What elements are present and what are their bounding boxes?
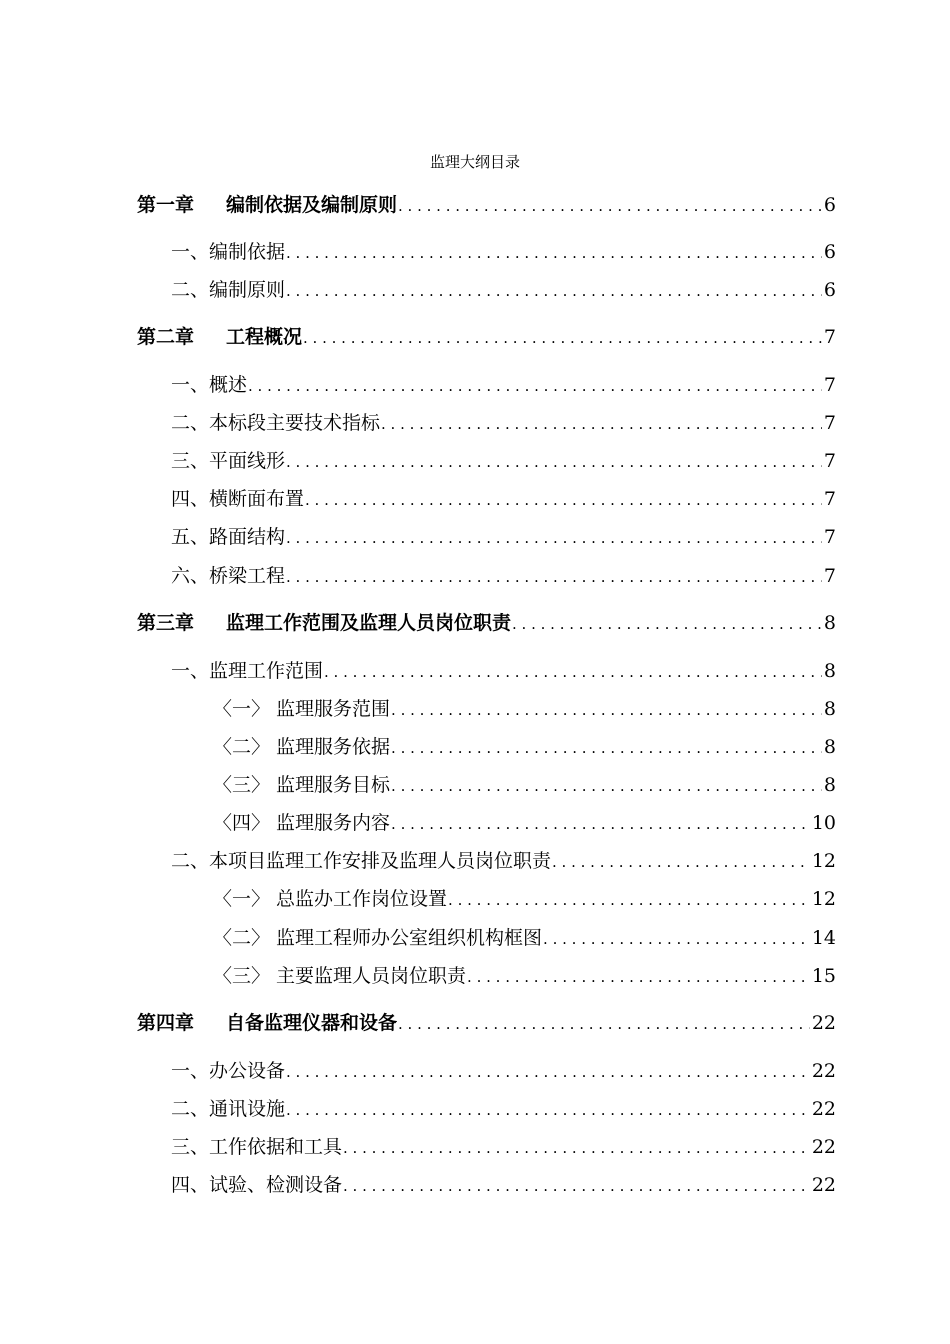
dot-leader — [286, 276, 822, 305]
dot-leader — [391, 771, 822, 800]
page-number: 12 — [811, 888, 836, 910]
toc-entry-label — [137, 191, 397, 219]
dot-leader — [324, 657, 822, 686]
toc-entry-label — [137, 323, 302, 351]
toc-chapter-3[interactable] — [137, 609, 836, 637]
page-number: 7 — [823, 326, 836, 348]
dot-leader — [512, 609, 822, 638]
toc-section[interactable] — [171, 1095, 836, 1123]
dot-leader — [391, 695, 822, 724]
toc-section[interactable] — [171, 847, 836, 875]
toc-subsection[interactable] — [213, 962, 836, 990]
chapter-number: 第三章 — [137, 612, 195, 634]
dot-leader — [391, 809, 810, 838]
toc-subsection[interactable] — [213, 733, 836, 761]
chapter-title: 编制依据及编制原则 — [226, 194, 398, 216]
page-number: 6 — [823, 241, 836, 263]
toc-section[interactable] — [171, 1133, 836, 1161]
dot-leader — [286, 1095, 810, 1124]
dot-leader — [286, 523, 822, 552]
toc-entry-label — [137, 1009, 397, 1037]
page-number: 8 — [823, 774, 836, 796]
section-title: 四、试验、检测设备 — [171, 1174, 343, 1196]
toc-subsection[interactable] — [213, 695, 836, 723]
toc-section[interactable] — [171, 371, 836, 399]
toc-section[interactable] — [171, 409, 836, 437]
section-title: 二、通讯设施 — [171, 1098, 286, 1120]
page-number: 12 — [811, 850, 836, 872]
toc-subsection[interactable] — [213, 809, 836, 837]
dot-leader — [248, 371, 822, 400]
chapter-number: 第二章 — [137, 326, 195, 348]
dot-leader — [467, 962, 810, 991]
section-title: 三、工作依据和工具 — [171, 1136, 343, 1158]
page-number: 6 — [823, 194, 836, 216]
page-number: 7 — [823, 565, 836, 587]
dot-leader — [286, 447, 822, 476]
toc-subsection[interactable] — [213, 771, 836, 799]
page-number: 7 — [823, 450, 836, 472]
toc-entry-label — [137, 609, 511, 637]
toc-section[interactable] — [171, 238, 836, 266]
page-number: 7 — [823, 412, 836, 434]
toc-section[interactable] — [171, 485, 836, 513]
section-title: 五、路面结构 — [171, 526, 286, 548]
page-number: 22 — [811, 1012, 836, 1034]
dot-leader — [286, 1057, 810, 1086]
subsection-title: 〈三〉 主要监理人员岗位职责 — [213, 965, 467, 987]
page-number: 8 — [823, 698, 836, 720]
page-number: 10 — [811, 812, 836, 834]
dot-leader — [398, 191, 822, 220]
toc-subsection[interactable] — [213, 885, 836, 913]
section-title: 六、桥梁工程 — [171, 565, 286, 587]
chapter-title: 自备监理仪器和设备 — [226, 1012, 398, 1034]
dot-leader — [543, 924, 810, 953]
dot-leader — [391, 733, 822, 762]
dot-leader — [286, 562, 822, 591]
page-number: 8 — [823, 660, 836, 682]
page-number: 15 — [811, 965, 836, 987]
toc-section[interactable] — [171, 1171, 836, 1199]
section-title: 一、编制依据 — [171, 241, 286, 263]
toc-chapter-4[interactable] — [137, 1009, 836, 1037]
chapter-number: 第四章 — [137, 1012, 195, 1034]
chapter-title: 工程概况 — [226, 326, 303, 348]
toc-subsection[interactable] — [213, 924, 836, 952]
chapter-title: 监理工作范围及监理人员岗位职责 — [226, 612, 512, 634]
page-number: 7 — [823, 374, 836, 396]
document-title: 监理大纲目录 — [429, 153, 520, 171]
page-number: 22 — [811, 1098, 836, 1120]
subsection-title: 〈三〉 监理服务目标 — [213, 774, 391, 796]
chapter-number: 第一章 — [137, 194, 195, 216]
dot-leader — [343, 1133, 810, 1162]
section-title: 三、平面线形 — [171, 450, 286, 472]
page-number: 22 — [811, 1136, 836, 1158]
page-number: 8 — [823, 736, 836, 758]
page-number: 22 — [811, 1174, 836, 1196]
section-title: 一、办公设备 — [171, 1060, 286, 1082]
section-title: 二、编制原则 — [171, 279, 286, 301]
dot-leader — [552, 847, 810, 876]
subsection-title: 〈四〉 监理服务内容 — [213, 812, 391, 834]
subsection-title: 〈一〉 总监办工作岗位设置 — [213, 888, 448, 910]
section-title: 四、横断面布置 — [171, 488, 305, 510]
toc-section[interactable] — [171, 447, 836, 475]
section-title: 二、本项目监理工作安排及监理人员岗位职责 — [171, 850, 552, 872]
page-number: 22 — [811, 1060, 836, 1082]
subsection-title: 〈二〉 监理服务依据 — [213, 736, 391, 758]
section-title: 一、概述 — [171, 374, 248, 396]
toc-section[interactable] — [171, 562, 836, 590]
dot-leader — [286, 238, 822, 267]
toc-chapter-1[interactable] — [137, 191, 836, 219]
dot-leader — [305, 485, 822, 514]
toc-section[interactable] — [171, 523, 836, 551]
dot-leader — [343, 1171, 810, 1200]
toc-section[interactable] — [171, 276, 836, 304]
page-number: 6 — [823, 279, 836, 301]
page-number: 7 — [823, 526, 836, 548]
dot-leader — [448, 885, 810, 914]
dot-leader — [398, 1009, 810, 1038]
subsection-title: 〈二〉 监理工程师办公室组织机构框图 — [213, 927, 543, 949]
page-number: 8 — [823, 612, 836, 634]
toc-section[interactable] — [171, 1057, 836, 1085]
section-title: 一、监理工作范围 — [171, 660, 324, 682]
dot-leader — [381, 409, 822, 438]
toc-chapter-2[interactable] — [137, 323, 836, 351]
page-number: 14 — [811, 927, 836, 949]
section-title: 二、本标段主要技术指标 — [171, 412, 381, 434]
dot-leader — [303, 323, 822, 352]
page-number: 7 — [823, 488, 836, 510]
subsection-title: 〈一〉 监理服务范围 — [213, 698, 391, 720]
toc-section[interactable] — [171, 657, 836, 685]
